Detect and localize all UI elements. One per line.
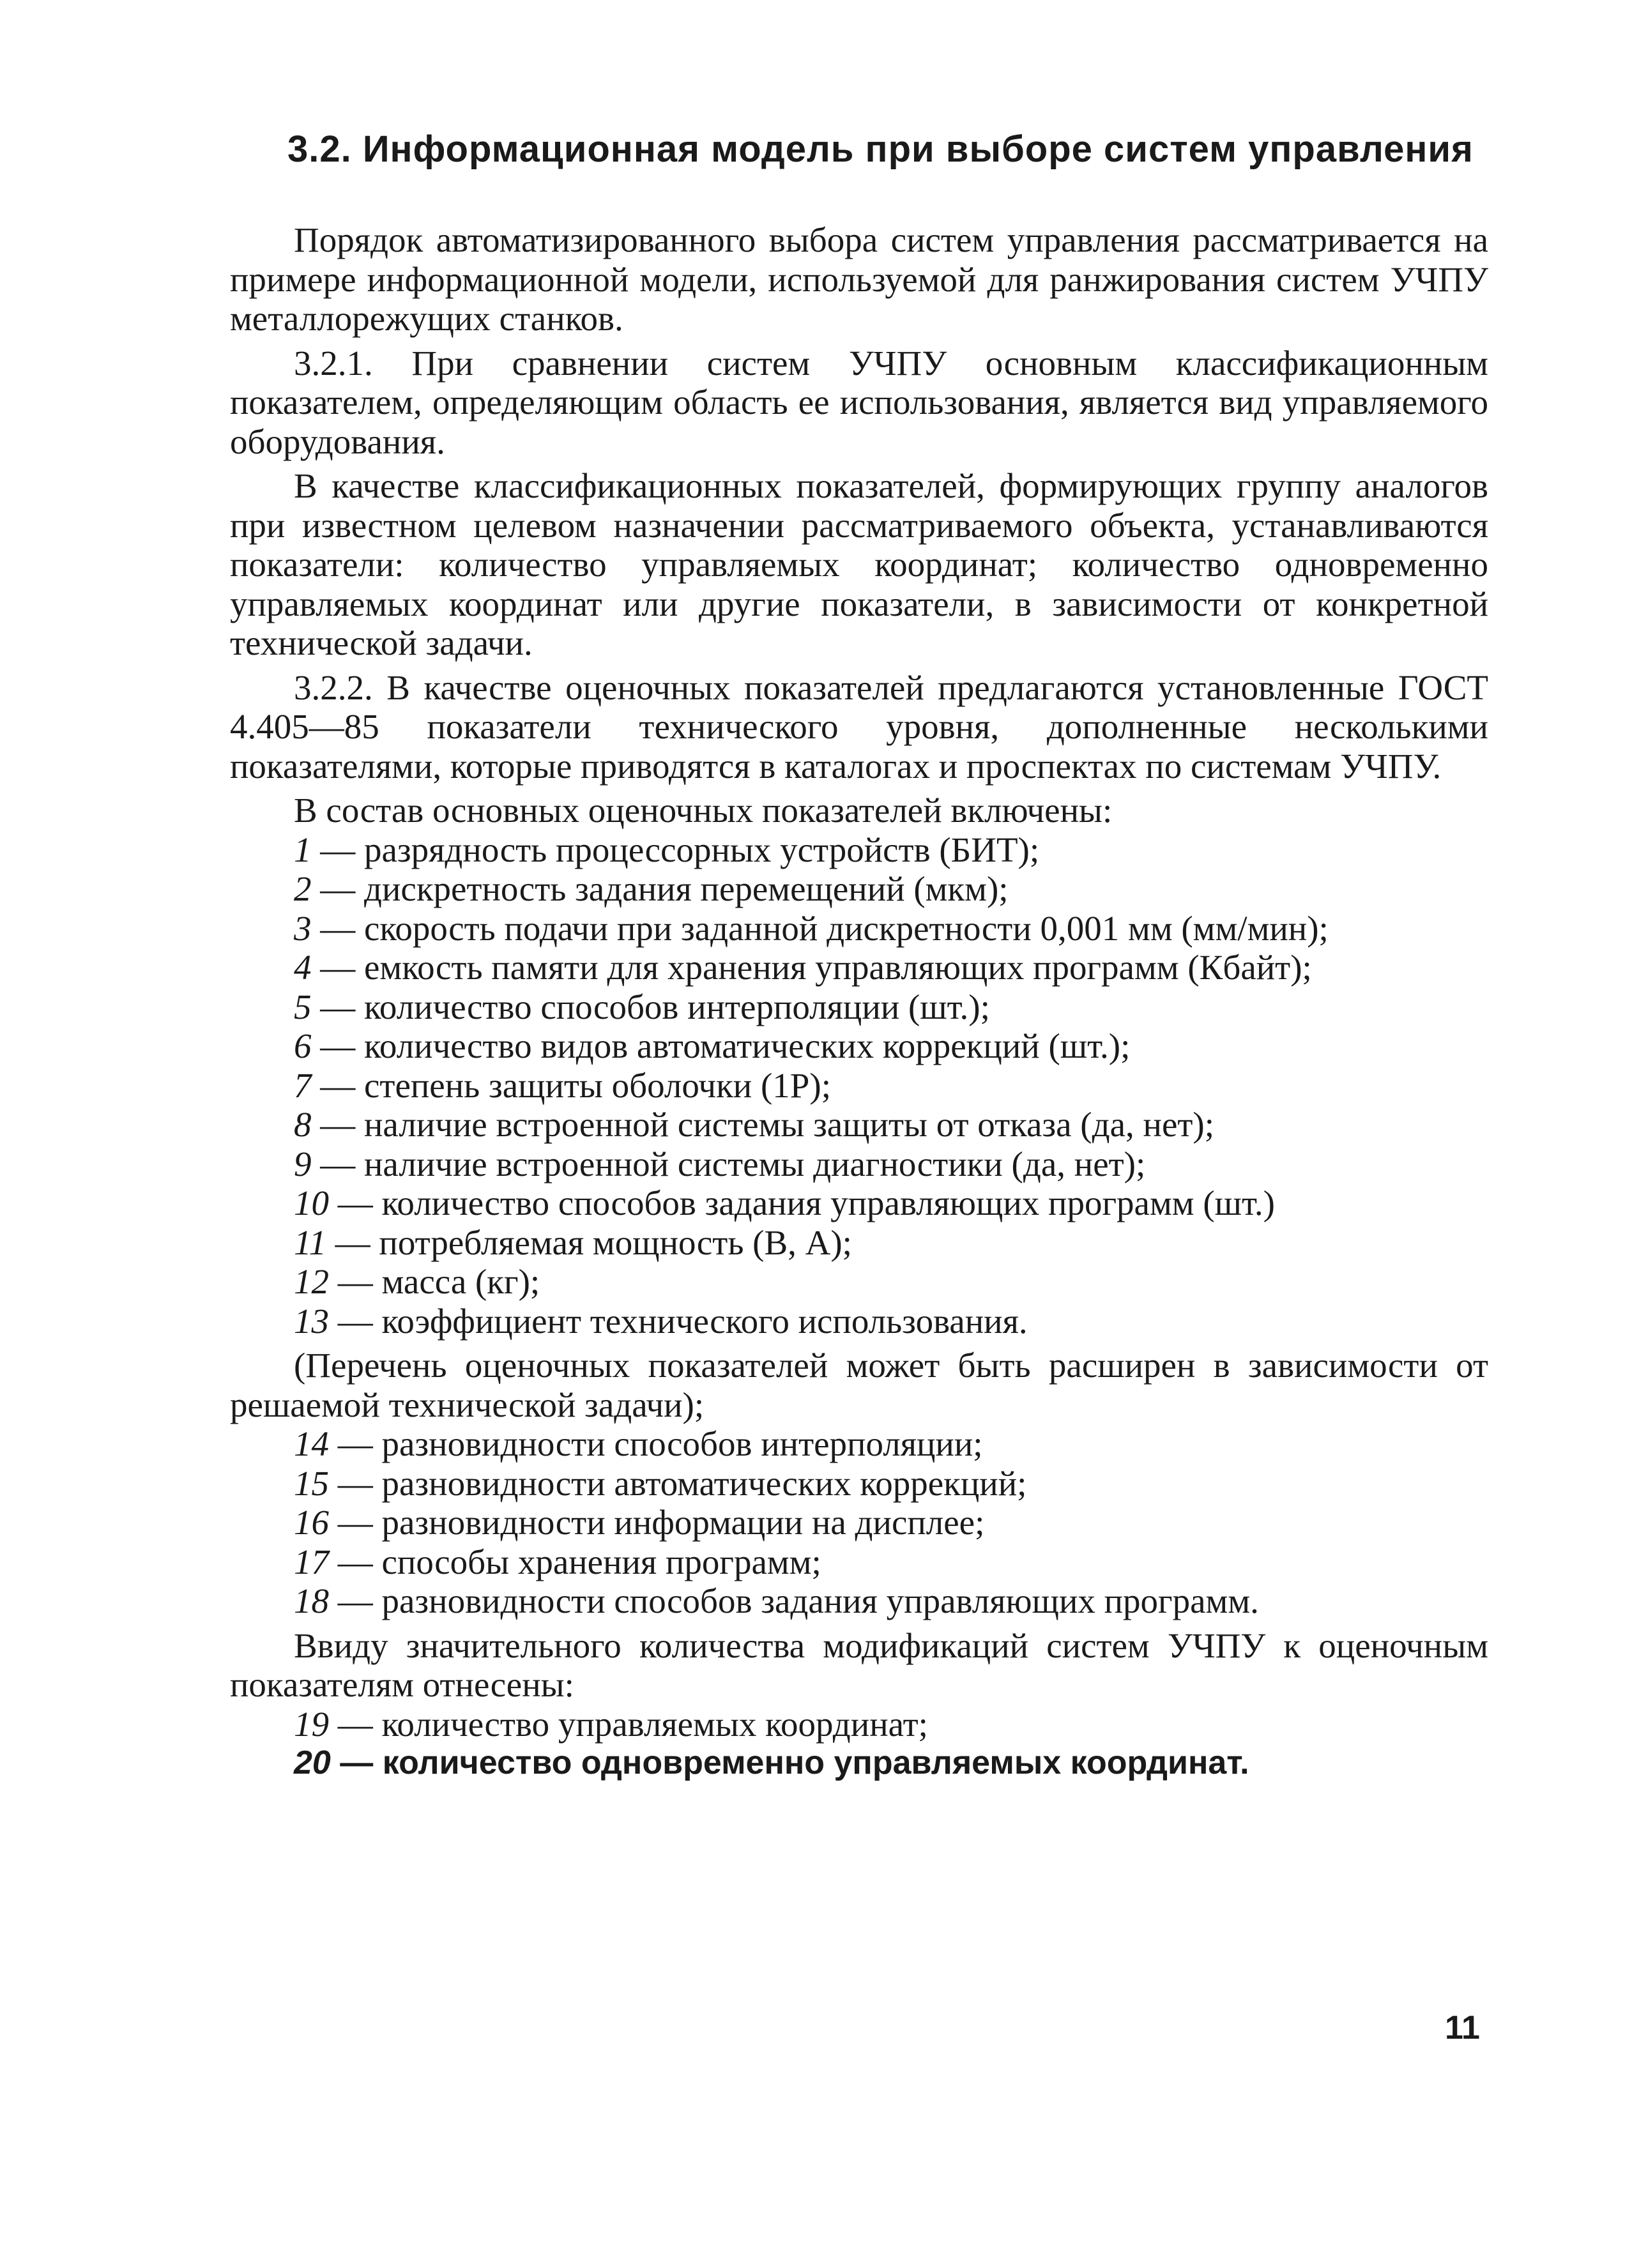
item-text: — количество видов автоматических коррекций (шт.); [311, 1026, 1131, 1065]
item-text: — разновидности информации на дисплее; [329, 1503, 985, 1542]
item-text: — количество одновременно управляемых координат. [330, 1744, 1249, 1781]
list-item [230, 948, 1488, 987]
item-number: 16 [294, 1503, 329, 1542]
item-text: — разновидности способов интерполяции; [329, 1424, 983, 1463]
item-text: — способы хранения программ; [329, 1542, 821, 1581]
item-number: 3 [294, 908, 312, 948]
list-item [230, 1464, 1488, 1503]
item-text: — разновидности автоматических коррекций; [329, 1463, 1027, 1503]
final-indicators-list [230, 1705, 1488, 1783]
item-text: — коэффициент технического использования. [329, 1301, 1028, 1341]
list-item [230, 987, 1488, 1027]
list-item [230, 1105, 1488, 1145]
item-number: 14 [294, 1424, 329, 1463]
list-item [230, 1302, 1488, 1341]
item-text: — степень защиты оболочки (1Р); [311, 1065, 831, 1105]
item-number: 11 [294, 1222, 326, 1262]
item-text: — емкость памяти для хранения управляющих программ (Кбайт); [311, 948, 1312, 987]
item-number: 8 [294, 1105, 312, 1144]
item-number: 12 [294, 1262, 329, 1301]
list-item [230, 1581, 1488, 1621]
paragraph-intro: Порядок автоматизированного выбора систем управления рассматривается на примере информационной модели, используемой для ранжирования систем УЧПУ металлорежущих станков. [230, 220, 1488, 338]
list-item [230, 909, 1488, 948]
list-item [230, 1066, 1488, 1106]
item-number: 17 [294, 1542, 329, 1581]
item-text: — количество способов интерполяции (шт.); [311, 987, 990, 1026]
item-number: 19 [294, 1704, 329, 1744]
extended-indicators-list [230, 1424, 1488, 1621]
item-number: 15 [294, 1463, 329, 1503]
item-number: 6 [294, 1026, 312, 1065]
item-text: — наличие встроенной системы диагностики (да, нет); [311, 1144, 1146, 1183]
item-text: — разновидности способов задания управляющих программ. [329, 1581, 1259, 1620]
item-number: 9 [294, 1144, 312, 1183]
list-item [230, 1503, 1488, 1542]
item-text: — дискретность задания перемещений (мкм); [311, 869, 1009, 908]
item-number: 2 [294, 869, 312, 908]
list-item [230, 1145, 1488, 1184]
list-item [230, 1262, 1488, 1302]
paragraph-extension-note: (Перечень оценочных показателей может быть расширен в зависимости от решаемой технической задачи); [230, 1346, 1488, 1424]
item-text: — скорость подачи при заданной дискретности 0,001 мм (мм/мин); [311, 908, 1329, 948]
item-number: 4 [294, 948, 312, 987]
paragraph-3-2-1: 3.2.1. При сравнении систем УЧПУ основным классификационным показателем, определяющим область ее использования, является вид управляемого оборудования. [230, 343, 1488, 461]
paragraph-modifications: Ввиду значительного количества модификаций систем УЧПУ к оценочным показателям отнесены: [230, 1625, 1488, 1704]
paragraph-main-indicators: В состав основных оценочных показателей включены: [294, 791, 1113, 830]
item-number: 10 [294, 1183, 329, 1222]
item-number: 1 [294, 830, 312, 869]
main-indicators-list [230, 830, 1488, 1341]
item-text: — наличие встроенной системы защиты от отказа (да, нет); [311, 1105, 1214, 1144]
item-number: 7 [294, 1065, 312, 1105]
list-item [230, 1223, 1488, 1263]
paragraph-3-2-2: 3.2.2. В качестве оценочных показателей предлагаются установленные ГОСТ 4.405—85 показатели технического уровня, дополненные несколькими показателями, которые приводятся в каталогах и проспектах по системам УЧПУ. [230, 667, 1488, 786]
list-item [230, 830, 1488, 870]
item-text: — разрядность процессорных устройств (БИТ); [311, 830, 1040, 869]
item-number: 18 [294, 1581, 329, 1620]
item-number: 20 [294, 1744, 331, 1781]
body-text [230, 220, 1488, 1788]
list-item [230, 1542, 1488, 1582]
list-item [230, 1424, 1488, 1464]
item-text: — количество способов задания управляющих программ (шт.) [329, 1183, 1275, 1222]
list-item [230, 1183, 1488, 1223]
list-item [230, 869, 1488, 909]
item-text: — количество управляемых координат; [329, 1704, 928, 1744]
list-item [230, 1744, 1488, 1783]
item-text: — потребляемая мощность (В, А); [326, 1222, 852, 1262]
section-heading: 3.2. Информационная модель при выборе систем управления [287, 128, 1474, 170]
list-item [230, 1026, 1488, 1066]
item-number: 5 [294, 987, 312, 1026]
list-item [230, 1705, 1488, 1744]
item-text: — масса (кг); [329, 1262, 540, 1301]
paragraph-classification: В качестве классификационных показателей, формирующих группу аналогов при известном целевом назначении рассматриваемого объекта, устанавливаются показатели: количество управляемых координат; количество одновременно управляемых координат или другие показатели, в зависимости от конкретной технической задачи. [230, 466, 1488, 662]
page-number: 11 [1445, 2009, 1480, 2046]
item-number: 13 [294, 1301, 329, 1341]
